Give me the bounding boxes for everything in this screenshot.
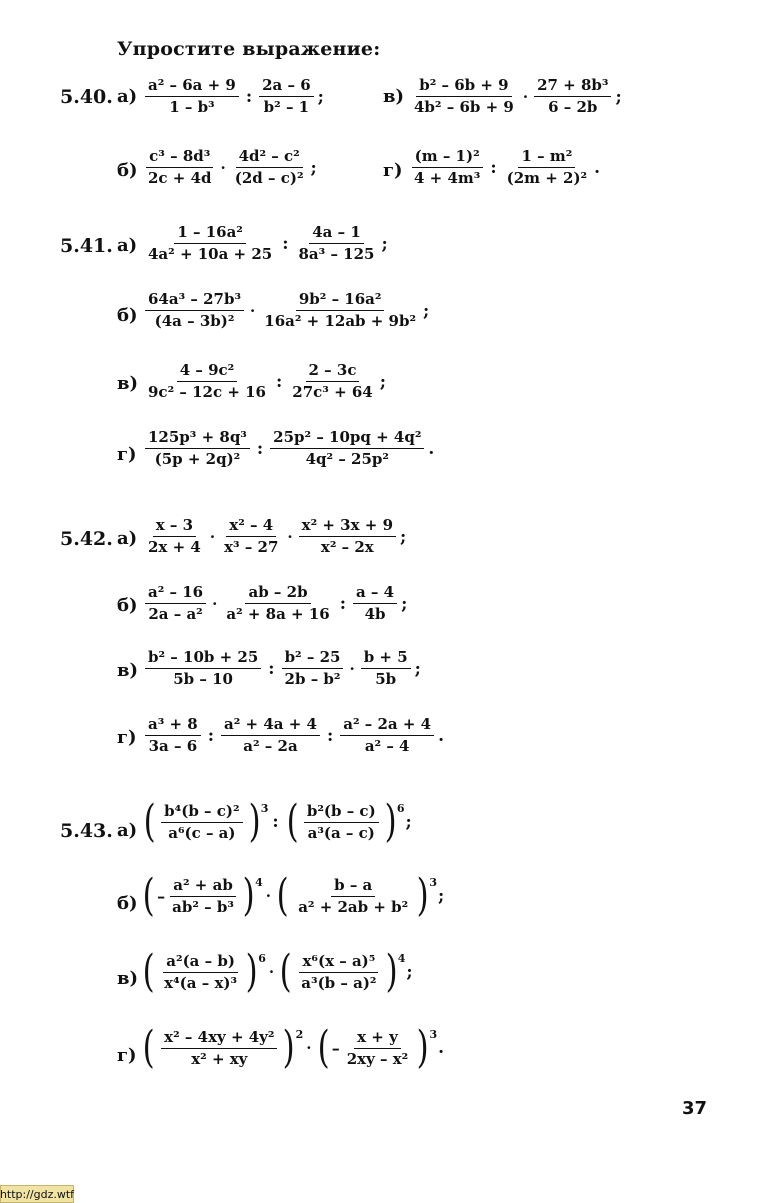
expression-5-43-v: ( $\frac{\text{a²(a – b)}}{\text{x⁴(a – x)³}}$ ) 6 · ( $\frac{\text{x⁶(x – a)⁵}}{\text{a³(b – a)²}}$ ) 4 ; [142,946,413,997]
item-label: б) [117,305,138,326]
item-label: в) [117,968,139,989]
item-label: а) [117,820,138,841]
problem-number-5-40: 5.40. [60,86,113,108]
item-label: а) [117,86,138,107]
expression-5-41-b: $\frac{\text{64a³ – 27b³}}{\text{(4a – 3b)²}}$ · $\frac{\text{9b² – 16a²}}{\text{16a² + 12ab + 9b²}}$ ; [142,291,429,330]
item-label: г) [383,160,403,181]
watermark-link[interactable]: http://gdz.wtf [0,1185,74,1203]
problem-number-5-43: 5.43. [60,820,113,842]
power-group: ( $\frac{\text{b⁴(b – c)²}}{\text{a⁶(c – a)}}$ ) 3 [143,796,269,847]
problem-number-5-42: 5.42. [60,528,113,550]
item-label: в) [383,86,405,107]
expression-5-43-g: ( $\frac{\text{x² – 4xy + 4y²}}{\text{x² + xy}}$ ) 2 · ( – $\frac{x + y}{\text{2xy – x²}}$ ) 3 . [142,1022,445,1073]
expression-5-41-v: $\frac{\text{4 – 9c²}}{\text{9c² – 12c + 16}}$ : $\frac{2 - 3c}{\text{27c³ + 64}}$ ; [148,361,387,401]
item-label: б) [117,893,138,914]
fraction: $\frac{\text{a² – 6a + 9}}{\text{1 – b³}}$ [145,77,239,116]
problem-number-5-41: 5.41. [60,235,113,257]
item-label: б) [117,595,138,616]
item-label: г) [117,727,137,748]
item-label: г) [117,1045,137,1066]
item-label: а) [117,235,138,256]
item-label: г) [117,444,137,465]
fraction: $\frac{2a - 6}{\text{b² – 1}}$ [259,77,314,116]
expression-5-41-g: $\frac{\text{125p³ + 8q³}}{\text{(5p + 2q)²}}$ : $\frac{\text{25p² – 10pq + 4q²}}{\text{4q² – 25p²}}$ . [142,429,434,468]
expression-5-40-a: $\frac{\text{a² – 6a + 9}}{\text{1 – b³}}$ : $\frac{2a - 6}{\text{b² – 1}}$ ; [142,77,324,116]
expression-5-41-a: $\frac{\text{1 – 16a²}}{\text{4a² + 10a + 25}}$ : $\frac{4a - 1}{\text{8a³ – 125}}$ ; [148,223,388,263]
expression-5-42-b: $\frac{\text{a² – 16}}{\text{2a – a²}}$ · $\frac{ab - 2b}{\text{a² + 8a + 16}}$ : $\frac{a - 4}{4b}$ ; [142,584,407,623]
power-group: ( $\frac{\text{b²(b – c)}}{\text{a³(a – c)}}$ ) 6 [286,796,405,847]
page-number: 37 [682,1098,708,1119]
item-label: б) [117,160,138,181]
item-label: в) [117,660,139,681]
expression-5-40-v: $\frac{\text{b² – 6b + 9}}{\text{4b² – 6b + 9}}$ · $\frac{\text{27 + 8b³}}{6 - 2b}$ ; [414,76,622,116]
expression-5-40-b: $\frac{\text{c³ – 8d³}}{2c + 4d}$ · $\frac{\text{4d² – c²}}{\text{(2d – c)²}}$ ; [148,147,317,187]
expression-5-40-g: $\frac{\text{(m – 1)²}}{\text{4 + 4m³}}$ : $\frac{\text{1 – m²}}{\text{(2m + 2)²}}$ . [408,148,600,187]
expression-5-43-b: ( – $\frac{\text{a² + ab}}{\text{ab² – b³}}$ ) 4 · ( $\frac{b - a}{\text{a² + 2ab + b²}}$ ) 3 ; [142,870,445,921]
item-label: а) [117,528,138,549]
expression-5-42-a: $\frac{x - 3}{2x + 4}$ · $\frac{\text{x² – 4}}{\text{x³ – 27}}$ · $\frac{\text{x² + 3x + 9}}{\text{x² – 2x}}$ ; [148,516,407,556]
expression-5-43-a: ( $\frac{\text{b⁴(b – c)²}}{\text{a⁶(c – a)}}$ ) 3 : ( $\frac{\text{b²(b – c)}}{\text{a³(a – c)}}$ ) 6 ; [140,800,412,844]
expression-5-42-v: $\frac{\text{b² – 10b + 25}}{5b - 10}$ : $\frac{\text{b² – 25}}{\text{2b – b²}}$ · $\frac{b + 5}{5b}$ ; [142,649,421,688]
page-heading: Упростите выражение: [117,38,381,60]
expression-5-42-g: $\frac{\text{a³ + 8}}{3a - 6}$ : $\frac{\text{a² + 4a + 4}}{\text{a² – 2a}}$ : $\frac{\text{a² – 2a + 4}}{\text{a² – 4}}$ . [142,716,444,755]
item-label: в) [117,373,139,394]
